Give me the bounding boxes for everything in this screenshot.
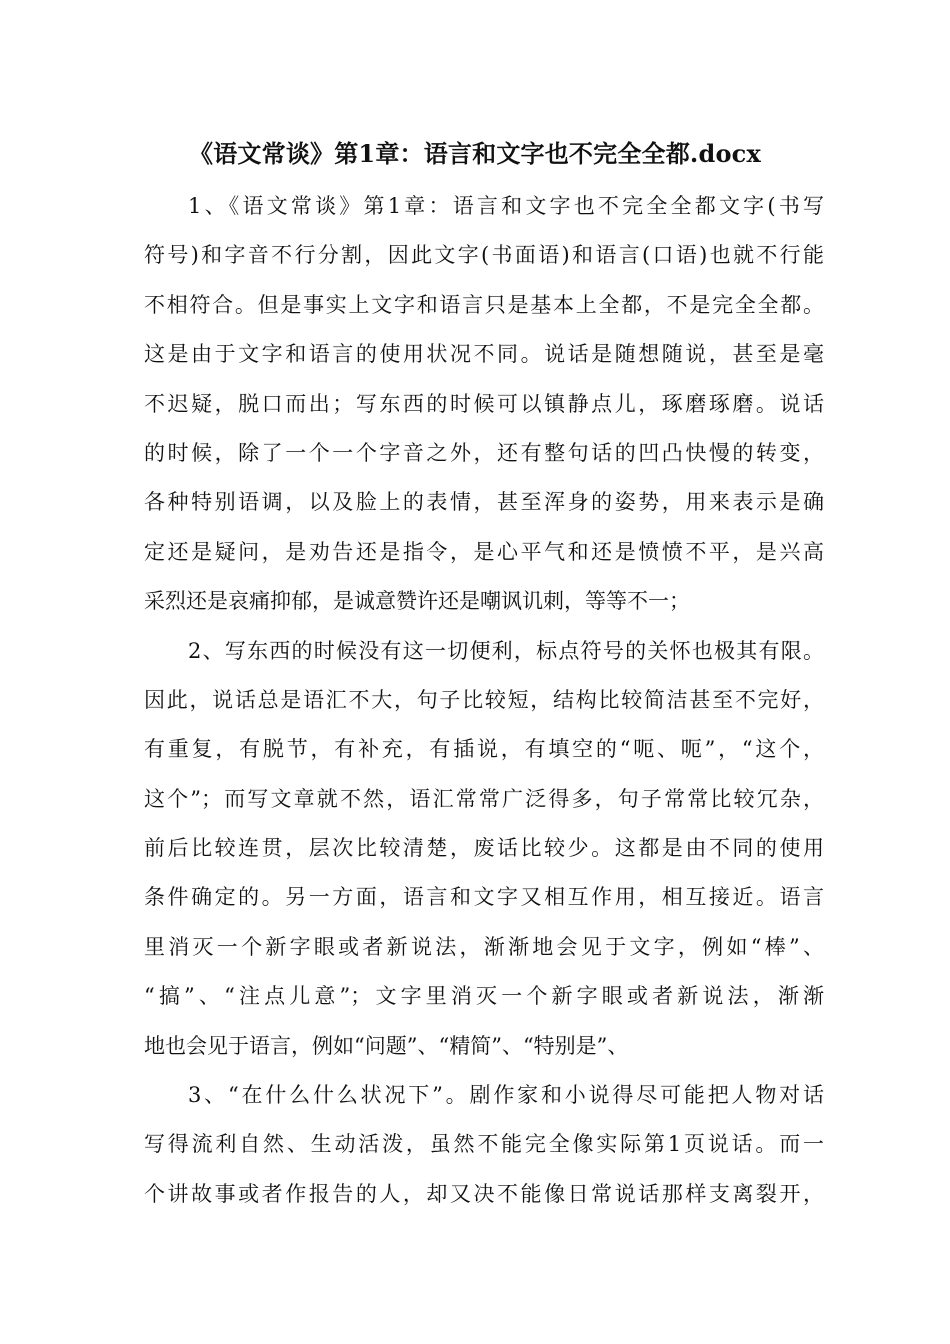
paragraph-1-line-1: 1、《语文常谈》第1章：语言和文字也不完全全都文字(书写 bbox=[188, 194, 824, 218]
paragraph-3-line-3: 个讲故事或者作报告的人，却又决不能像日常说话那样支离裂开， bbox=[144, 1181, 824, 1206]
paragraph-2-line-7: 里消灭一个新字眼或者新说法，渐渐地会见于文字，例如“棒”、 bbox=[144, 934, 824, 959]
paragraph-1-line-9: 采烈还是哀痛抑郁，是诚意赞许还是嘲讽讥刺，等等不一； bbox=[144, 589, 690, 614]
document-body bbox=[144, 182, 824, 1219]
paragraph-1-line-8: 定还是疑问，是劝告还是指令，是心平气和还是愤愤不平，是兴高 bbox=[144, 539, 824, 564]
paragraph-2-line-2: 因此，说话总是语汇不大，句子比较短，结构比较简洁甚至不完好， bbox=[144, 687, 824, 712]
paragraph-1-line-4: 这是由于文字和语言的使用状况不同。说话是随想随说，甚至是毫 bbox=[144, 342, 824, 367]
paragraph-3-line-1: 3、“在什么什么状况下”。剧作家和小说得尽可能把人物对话 bbox=[188, 1083, 824, 1108]
paragraph-2-line-9: 地也会见于语言，例如“问题”、“精简”、“特别是”、 bbox=[144, 1033, 629, 1058]
paragraph-2-line-1: 2、写东西的时候没有这一切便利，标点符号的关怀也极其有限。 bbox=[188, 638, 824, 663]
paragraph-2-line-6: 条件确定的。另一方面，语言和文字又相互作用，相互接近。语言 bbox=[144, 885, 824, 910]
paragraph-1-line-2: 符号)和字音不行分割，因此文字(书面语)和语言(口语)也就不行能 bbox=[144, 243, 824, 268]
paragraph-3-line-2: 写得流利自然、生动活泼，虽然不能完全像实际第1页说话。而一 bbox=[144, 1132, 824, 1157]
paragraph-2-line-5: 前后比较连贯，层次比较清楚，废话比较少。这都是由不同的使用 bbox=[144, 836, 824, 861]
paragraph-1-line-6: 的时候，除了一个一个字音之外，还有整句话的凹凸快慢的转变， bbox=[144, 440, 824, 465]
paragraph-1-line-3: 不相符合。但是事实上文字和语言只是基本上全都，不是完全全都。 bbox=[144, 292, 824, 317]
paragraph-2-line-8: “搞”、“注点儿意”；文字里消灭一个新字眼或者新说法，渐渐 bbox=[144, 984, 824, 1009]
paragraph-1-line-7: 各种特别语调，以及脸上的表情，甚至浑身的姿势，用来表示是确 bbox=[144, 490, 824, 515]
paragraph-2-line-4: 这个”；而写文章就不然，语汇常常广泛得多，句子常常比较冗杂， bbox=[144, 786, 824, 811]
document-title: 《语文常谈》第1章：语言和文字也不完全全都.docx bbox=[189, 139, 761, 168]
paragraph-2-line-3: 有重复，有脱节，有补充，有插说，有填空的“呃、呃”，“这个， bbox=[144, 737, 824, 762]
paragraph-1-line-5: 不迟疑，脱口而出；写东西的时候可以镇静点儿，琢磨琢磨。说话 bbox=[144, 391, 824, 416]
